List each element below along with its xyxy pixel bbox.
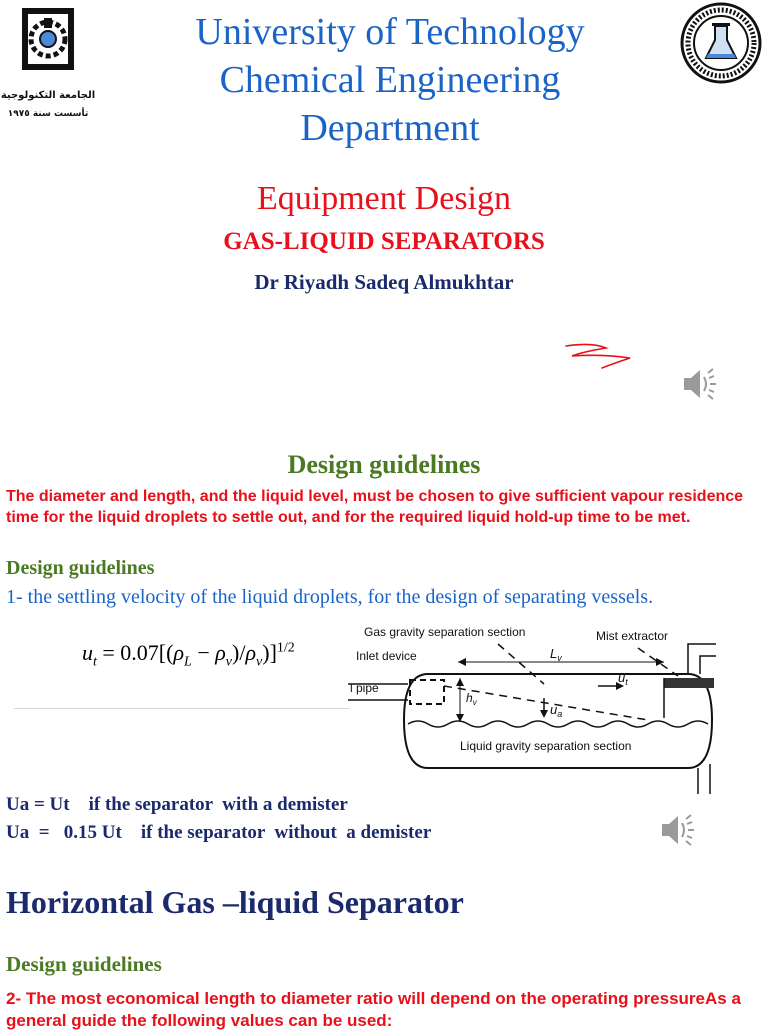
guideline-point-1: 1- the settling velocity of the liquid droplets, for the design of separating vessels.	[6, 586, 654, 608]
department-name-line2: Department	[300, 107, 480, 149]
ua-without-demister: Ua = 0.15 Ut if the separator without a demister	[6, 822, 432, 843]
label-lv: $L_v$	[550, 646, 562, 663]
label-hv: $h_v$	[466, 691, 477, 707]
author-name: Dr Riyadh Sadeq Almukhtar	[254, 270, 514, 294]
label-ut: $u_t$	[618, 670, 628, 687]
label-inlet-pipe: l pipe	[350, 681, 379, 695]
label-mist-extractor: Mist extractor	[596, 629, 669, 643]
horizontal-separator-title: Horizontal Gas –liquid Separator	[6, 884, 464, 920]
university-name: University of Technology	[195, 11, 585, 53]
topic-title: GAS-LIQUID SEPARATORS	[223, 228, 545, 255]
university-title	[100, 8, 680, 152]
department-name-line1: Chemical Engineering	[219, 59, 561, 101]
guideline-point-2: 2- The most economical length to diameter ratio will depend on the operating pressureAs a general guide the following values can be used:	[6, 989, 741, 1030]
department-logo	[680, 2, 762, 84]
label-gas-section: Gas gravity separation section	[364, 625, 526, 639]
ua-with-demister: Ua = Ut if the separator with a demister	[6, 794, 348, 815]
speaker-icon[interactable]	[658, 810, 698, 850]
separator-diagram	[348, 622, 768, 798]
design-guidelines-heading: Design guidelines	[287, 450, 481, 479]
settling-velocity-formula: $u_t = 0.07[(\rho_L - \rho_v)/\rho_v)]^{1/2}$	[82, 640, 295, 670]
label-inlet-device: Inlet device	[356, 649, 417, 663]
design-guidelines-subheading-2: Design guidelines	[6, 952, 162, 976]
label-liquid-section: Liquid gravity separation section	[460, 739, 632, 753]
pen-annotation	[562, 340, 634, 372]
university-logo	[0, 6, 96, 126]
logo-left-text: الجامعة التكنولوجية	[0, 90, 96, 101]
label-ua: $u_a$	[550, 702, 563, 719]
intro-paragraph: The diameter and length, and the liquid level, must be chosen to give sufficient vapour residence time for the liquid droplets to settle out, and for the required liquid hold-up time to be met.	[6, 488, 744, 526]
speaker-icon[interactable]	[680, 364, 720, 404]
course-title: Equipment Design	[256, 180, 512, 217]
divider	[14, 708, 350, 709]
design-guidelines-subheading: Design guidelines	[6, 557, 155, 579]
logo-left-year: تأسست سنة ١٩٧٥	[7, 109, 89, 119]
